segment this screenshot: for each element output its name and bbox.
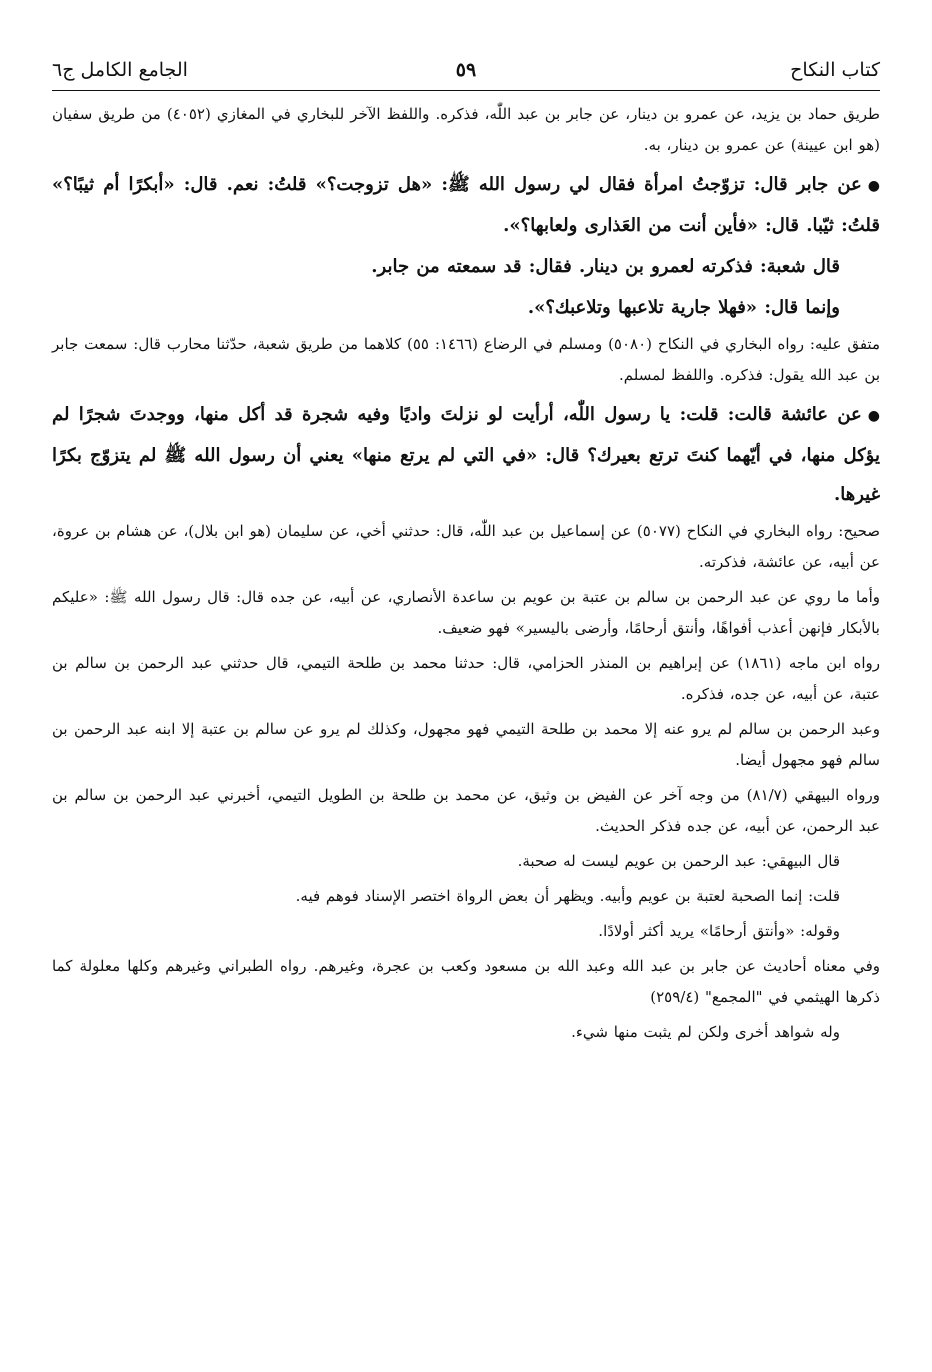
source-paragraph — [52, 648, 880, 710]
page-header — [52, 56, 880, 91]
hadith-paragraph — [52, 165, 880, 245]
source-paragraph — [52, 714, 880, 776]
source-paragraph — [52, 99, 880, 161]
paragraph-text: قلت: إنما الصحبة لعتبة بن عويم وأبيه. ويظهر أن بعض الرواة اختصر الإسناد فوهم فيه. — [295, 887, 840, 905]
paragraph-text: وأما ما روي عن عبد الرحمن بن سالم بن عتبة بن عويم بن ساعدة الأنصاري، عن أبيه، عن جده قال: قال رسول الله ﷺ: «عليكم بالأبكار فإنهن أعذب أفواهًا، وأنتق أرحامًا، وأرضى باليسير» فهو ضعيف. — [52, 588, 880, 637]
paragraph-text: قال شعبة: فذكرته لعمرو بن دينار. فقال: قد سمعته من جابر. — [371, 256, 840, 277]
hadith-paragraph — [52, 288, 880, 327]
source-paragraph — [52, 516, 880, 578]
book-title: الجامع الكامل ج٦ — [52, 59, 188, 81]
paragraph-text: وإنما قال: «فهلا جارية تلاعبها وتلاعبك؟». — [527, 297, 840, 318]
hadith-paragraph — [52, 395, 880, 514]
chapter-title: كتاب النكاح — [790, 59, 880, 81]
page-body — [52, 99, 880, 1048]
source-paragraph — [52, 951, 880, 1013]
paragraph-text: قال البيهقي: عبد الرحمن بن عويم ليست له صحبة. — [517, 852, 840, 870]
paragraph-text: طريق حماد بن يزيد، عن عمرو بن دينار، عن جابر بن عبد اللّٰه، فذكره. واللفظ الآخر للبخاري في المغازي (٤٠٥٢) من طريق سفيان (هو ابن عيينة) عن عمرو بن دينار، به. — [52, 105, 880, 154]
hadith-paragraph — [52, 247, 880, 286]
paragraph-text: وله شواهد أخرى ولكن لم يثبت منها شيء. — [571, 1023, 840, 1041]
paragraph-text: صحيح: رواه البخاري في النكاح (٥٠٧٧) عن إسماعيل بن عبد اللّٰه، قال: حدثني أخي، عن سليمان (هو ابن بلال)، عن هشام بن عروة، عن أبيه، عن عائشة، فذكرته. — [52, 522, 880, 571]
bullet-icon: ● — [867, 408, 880, 424]
paragraph-text: رواه ابن ماجه (١٨٦١) عن إبراهيم بن المنذر الحزامي، قال: حدثنا محمد بن طلحة التيمي، قال حدثني عبد الرحمن بن سالم بن عتبة، عن أبيه، عن جده، فذكره. — [52, 654, 880, 703]
paragraph-text: عن عائشة قالت: قلت: يا رسول اللّٰه، أرأيت لو نزلتَ واديًا وفيه شجرة قد أكل منها، ووجدتَ شجرًا لم يؤكل منها، في أيّهما كنتَ ترتع بعيرك؟ قال: «في التي لم يرتع منها» يعني أن رسول الله ﷺ لم يتزوّج بكرًا غيرها. — [52, 404, 880, 505]
paragraph-text: وفي معناه أحاديث عن جابر بن عبد الله وعبد الله بن مسعود وكعب بن عجرة، وغيرهم. رواه الطبراني وغيرهم وكلها معلولة كما ذكرها الهيثمي في "المجمع" (٢٥٩/٤) — [52, 957, 880, 1006]
source-paragraph — [52, 1017, 880, 1048]
bullet-icon: ● — [867, 178, 880, 194]
source-paragraph — [52, 582, 880, 644]
page-number: ٥٩ — [455, 59, 477, 81]
paragraph-text: وقوله: «وأنتق أرحامًا» يريد أكثر أولادًا. — [598, 922, 840, 940]
source-paragraph — [52, 780, 880, 842]
document-page — [52, 56, 880, 1052]
paragraph-text: ورواه البيهقي (٨١/٧) من وجه آخر عن الفيض بن وثيق، عن محمد بن طلحة بن الطويل التيمي، أخبرني عبد الرحمن بن سالم بن عبد الرحمن، عن أبيه، عن جده فذكر الحديث. — [52, 786, 880, 835]
paragraph-text: وعبد الرحمن بن سالم لم يرو عنه إلا محمد بن طلحة التيمي فهو مجهول، وكذلك لم يرو عن سالم بن عتبة إلا ابنه عبد الرحمن بن سالم فهو مجهول أيضا. — [52, 720, 880, 769]
source-paragraph — [52, 329, 880, 391]
source-paragraph — [52, 881, 880, 912]
paragraph-text: متفق عليه: رواه البخاري في النكاح (٥٠٨٠) ومسلم في الرضاع (١٤٦٦: ٥٥) كلاهما من طريق شعبة، حدّثنا محارب قال: سمعت جابر بن عبد الله يقول: فذكره. واللفظ لمسلم. — [52, 335, 880, 384]
paragraph-text: عن جابر قال: تزوّجتُ امرأة فقال لي رسول الله ﷺ: «هل تزوجت؟» قلتُ: نعم. قال: «أبكرًا أم ثيبًا؟» قلتُ: ثيّبا. قال: «فأين أنت من العَذارى ولعابها؟». — [52, 174, 880, 236]
source-paragraph — [52, 846, 880, 877]
source-paragraph — [52, 916, 880, 947]
